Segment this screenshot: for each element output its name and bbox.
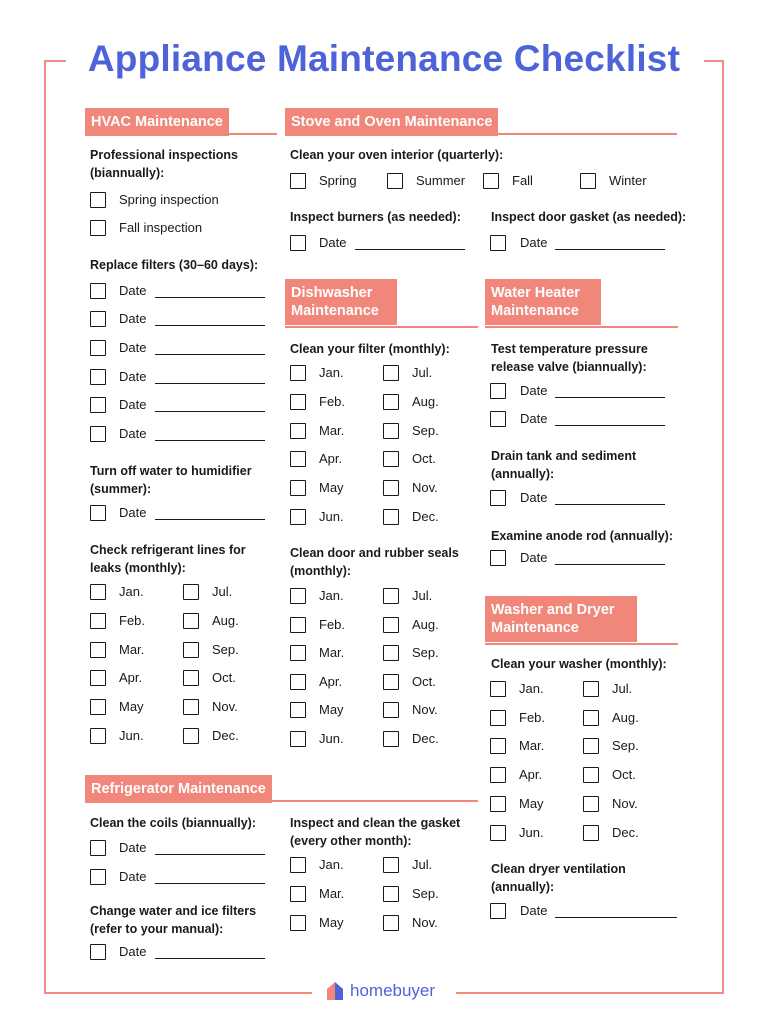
- stove-interior-label: Clean your oven interior (quarterly):: [290, 148, 504, 162]
- gasket-month-checkbox[interactable]: [383, 857, 399, 873]
- dryer-ventilation-label: Clean dryer ventilation (annually):: [491, 862, 626, 894]
- date-line: [155, 440, 265, 441]
- dw-seal-month-checkbox[interactable]: [383, 617, 399, 633]
- house-logo-icon: [326, 981, 344, 1001]
- dw-filter-month-checkbox[interactable]: [290, 451, 306, 467]
- washer-header-line1: Washer and Dryer: [491, 602, 615, 618]
- dw-filter-month-label: Feb.: [319, 393, 346, 409]
- date-line: [155, 325, 265, 326]
- dw-seal-month-label: Jun.: [319, 731, 344, 746]
- frame-bottom-left: [44, 992, 312, 994]
- hvac-month-checkbox[interactable]: [183, 642, 199, 658]
- washer-month-checkbox[interactable]: [583, 825, 599, 841]
- dw-filter-month-label: Oct.: [412, 451, 436, 467]
- dw-seal-month-label: Feb.: [319, 616, 346, 632]
- frame-right: [722, 60, 724, 994]
- fridge-header-label: Refrigerator Maintenance: [85, 775, 272, 803]
- header-underline: [85, 133, 277, 135]
- hvac-month-checkbox[interactable]: [90, 642, 106, 658]
- dw-filter-month-label: Jan.: [319, 365, 344, 380]
- date-checkbox[interactable]: [90, 311, 106, 327]
- dw-seal-month-label: Mar.: [319, 645, 345, 661]
- dw-filter-month-checkbox[interactable]: [383, 451, 399, 467]
- water-heater-header-line2: Maintenance: [491, 303, 579, 320]
- dw-seal-month-checkbox[interactable]: [290, 702, 306, 718]
- spring-inspection-checkbox[interactable]: [90, 192, 106, 208]
- header-underline: [85, 800, 478, 802]
- date-line: [155, 411, 265, 412]
- dw-filter-month-label: Dec.: [412, 509, 439, 524]
- hvac-month-label: Oct.: [212, 670, 236, 686]
- hvac-month-label: May: [119, 699, 144, 715]
- gasket-month-label: Jul.: [412, 857, 433, 872]
- washer-header-line2: Maintenance: [491, 620, 579, 637]
- gasket-month-checkbox[interactable]: [290, 857, 306, 873]
- fall-inspection-checkbox[interactable]: [90, 220, 106, 236]
- water-heater-drain-label: Drain tank and sediment (annually):: [491, 449, 637, 481]
- gasket-month-label: Mar.: [319, 885, 345, 901]
- date-checkbox[interactable]: [90, 283, 106, 299]
- coils-checkbox-1[interactable]: [90, 840, 106, 856]
- dw-filter-month-checkbox[interactable]: [290, 480, 306, 496]
- date-line: [155, 854, 265, 855]
- washer-clean-label: Clean your washer (monthly):: [491, 657, 667, 671]
- date-line: [555, 397, 665, 398]
- spring-inspection-label: Spring inspection: [119, 192, 219, 207]
- date-label: Date: [520, 490, 548, 505]
- drain-checkbox[interactable]: [490, 490, 506, 506]
- date-label: Date: [119, 840, 147, 855]
- washer-month-label: Jan.: [519, 681, 544, 696]
- date-label: Date: [119, 944, 147, 959]
- hvac-month-label: Aug.: [212, 612, 239, 628]
- dw-seal-month-checkbox[interactable]: [383, 702, 399, 718]
- date-line: [555, 249, 665, 250]
- header-underline: [285, 133, 677, 135]
- header-underline: [285, 326, 478, 328]
- hvac-refrigerant-label: Check refrigerant lines for leaks (monthly):: [90, 543, 246, 575]
- dw-seal-month-checkbox[interactable]: [383, 731, 399, 747]
- season-checkbox[interactable]: [290, 173, 306, 189]
- washer-month-checkbox[interactable]: [583, 767, 599, 783]
- season-checkbox[interactable]: [387, 173, 403, 189]
- dw-filter-month-checkbox[interactable]: [290, 365, 306, 381]
- season-checkbox[interactable]: [483, 173, 499, 189]
- frame-left: [44, 60, 46, 994]
- dw-seal-month-label: Nov.: [412, 702, 438, 718]
- date-line: [555, 425, 665, 426]
- dishwasher-header-line1: Dishwasher: [291, 285, 373, 301]
- dishwasher-seals-label: Clean door and rubber seals (monthly):: [290, 546, 459, 578]
- hvac-month-checkbox[interactable]: [183, 670, 199, 686]
- stove-gasket-label: Inspect door gasket (as needed):: [491, 210, 687, 224]
- dw-filter-month-label: May: [319, 480, 344, 496]
- water-heater-section-header: [485, 279, 601, 325]
- dw-filter-month-checkbox[interactable]: [383, 365, 399, 381]
- fridge-filters-checkbox[interactable]: [90, 944, 106, 960]
- fridge-section-header: [85, 775, 272, 803]
- dw-seal-month-checkbox[interactable]: [290, 731, 306, 747]
- gasket-month-label: Sep.: [412, 885, 439, 901]
- brand-name: homebuyer: [350, 981, 436, 1000]
- date-checkbox[interactable]: [90, 340, 106, 356]
- dw-filter-month-label: Aug.: [412, 393, 439, 409]
- dw-seal-month-checkbox[interactable]: [383, 645, 399, 661]
- water-heater-valve-label: Test temperature pressure release valve (biannually):: [491, 342, 648, 374]
- date-label: Date: [520, 550, 548, 565]
- frame-bottom-right: [456, 992, 724, 994]
- date-line: [155, 354, 265, 355]
- dw-seal-month-checkbox[interactable]: [290, 645, 306, 661]
- washer-month-label: Aug.: [612, 709, 639, 725]
- dw-seal-month-checkbox[interactable]: [290, 617, 306, 633]
- dw-filter-month-checkbox[interactable]: [290, 394, 306, 410]
- water-heater-header-label: [485, 279, 601, 325]
- dw-seal-month-label: Oct.: [412, 673, 436, 689]
- header-underline: [485, 643, 678, 645]
- washer-month-checkbox[interactable]: [490, 738, 506, 754]
- hvac-month-label: Apr.: [119, 670, 143, 686]
- hvac-month-checkbox[interactable]: [183, 613, 199, 629]
- footer-brand: [326, 978, 435, 1004]
- gasket-month-label: May: [319, 914, 344, 930]
- door-gasket-checkbox[interactable]: [490, 235, 506, 251]
- hvac-month-checkbox[interactable]: [90, 613, 106, 629]
- dryer-checkbox[interactable]: [490, 903, 506, 919]
- dw-filter-month-checkbox[interactable]: [383, 509, 399, 525]
- dw-filter-month-checkbox[interactable]: [383, 394, 399, 410]
- dishwasher-filter-label: Clean your filter (monthly):: [290, 342, 450, 356]
- hvac-month-checkbox[interactable]: [90, 670, 106, 686]
- stove-header-label: Stove and Oven Maintenance: [285, 108, 498, 136]
- date-checkbox[interactable]: [90, 369, 106, 385]
- date-line: [155, 297, 265, 298]
- gasket-month-checkbox[interactable]: [383, 886, 399, 902]
- washer-month-checkbox[interactable]: [583, 796, 599, 812]
- gasket-month-checkbox[interactable]: [290, 886, 306, 902]
- gasket-month-label: Jan.: [319, 857, 344, 872]
- dw-seal-month-label: Jul.: [412, 588, 433, 603]
- dw-filter-month-label: Jun.: [319, 509, 344, 524]
- dishwasher-section-header: [285, 279, 397, 325]
- washer-month-checkbox[interactable]: [583, 681, 599, 697]
- washer-month-checkbox[interactable]: [490, 767, 506, 783]
- washer-header-label: [485, 596, 637, 642]
- humidifier-checkbox[interactable]: [90, 505, 106, 521]
- washer-month-label: Mar.: [519, 738, 545, 754]
- hvac-month-checkbox[interactable]: [90, 728, 106, 744]
- hvac-header-label: HVAC Maintenance: [85, 108, 229, 136]
- washer-month-label: Jun.: [519, 824, 544, 840]
- hvac-month-checkbox[interactable]: [90, 584, 106, 600]
- date-line: [355, 249, 465, 250]
- hvac-month-label: Jan.: [119, 584, 144, 599]
- hvac-month-label: Dec.: [212, 728, 239, 743]
- hvac-month-label: Mar.: [119, 641, 145, 657]
- date-line: [155, 383, 265, 384]
- washer-month-label: May: [519, 795, 544, 811]
- gasket-month-label: Nov.: [412, 914, 438, 930]
- date-line: [555, 564, 665, 565]
- hvac-month-label: Jun.: [119, 728, 144, 743]
- hvac-humidifier-label: Turn off water to humidifier (summer):: [90, 464, 252, 496]
- dw-seal-month-checkbox[interactable]: [290, 674, 306, 690]
- date-line: [555, 917, 677, 918]
- season-label: Spring: [319, 173, 357, 188]
- fridge-coils-label: Clean the coils (biannually):: [90, 816, 256, 830]
- header-underline: [485, 326, 678, 328]
- washer-month-label: Oct.: [612, 767, 636, 783]
- hvac-month-label: Nov.: [212, 699, 238, 715]
- water-heater-anode-label: Examine anode rod (annually):: [491, 529, 673, 543]
- dw-seal-month-checkbox[interactable]: [383, 674, 399, 690]
- dw-filter-month-checkbox[interactable]: [290, 509, 306, 525]
- hvac-month-checkbox[interactable]: [183, 584, 199, 600]
- fall-inspection-label: Fall inspection: [119, 220, 203, 235]
- date-label: Date: [119, 397, 147, 412]
- dw-filter-month-label: Nov.: [412, 480, 438, 496]
- date-label: Date: [520, 903, 548, 918]
- fridge-gasket-label: Inspect and clean the gasket (every other month):: [290, 816, 461, 848]
- date-label: Date: [520, 235, 548, 250]
- season-checkbox[interactable]: [580, 173, 596, 189]
- dw-filter-month-label: Sep.: [412, 422, 439, 438]
- date-label: Date: [520, 411, 548, 426]
- date-label: Date: [319, 235, 347, 250]
- washer-month-checkbox[interactable]: [490, 710, 506, 726]
- dw-filter-month-checkbox[interactable]: [383, 423, 399, 439]
- hvac-filters-label: Replace filters (30–60 days):: [90, 258, 259, 272]
- dw-filter-month-checkbox[interactable]: [290, 423, 306, 439]
- dishwasher-header-label: [285, 279, 397, 325]
- date-label: Date: [119, 369, 147, 384]
- date-label: Date: [119, 340, 147, 355]
- washer-section-header: [485, 596, 637, 642]
- dw-seal-month-label: Aug.: [412, 616, 439, 632]
- dw-seal-month-checkbox[interactable]: [290, 588, 306, 604]
- hvac-month-label: Feb.: [119, 612, 146, 628]
- dw-filter-month-checkbox[interactable]: [383, 480, 399, 496]
- hvac-month-checkbox[interactable]: [183, 699, 199, 715]
- season-label: Winter: [609, 173, 647, 188]
- date-label: Date: [119, 311, 147, 326]
- date-label: Date: [520, 383, 548, 398]
- water-heater-header-line1: Water Heater: [491, 285, 580, 301]
- dw-seal-month-label: Jan.: [319, 588, 344, 603]
- season-label: Fall: [512, 173, 533, 188]
- stove-burners-label: Inspect burners (as needed):: [290, 210, 461, 224]
- stove-section-header: [285, 108, 498, 136]
- dw-seal-month-label: Dec.: [412, 731, 439, 746]
- washer-month-checkbox[interactable]: [490, 796, 506, 812]
- date-label: Date: [119, 426, 147, 441]
- hvac-month-checkbox[interactable]: [183, 728, 199, 744]
- hvac-inspections-label: Professional inspections (biannually):: [90, 148, 238, 180]
- washer-month-label: Sep.: [612, 738, 639, 754]
- dw-filter-month-label: Mar.: [319, 422, 345, 438]
- date-line: [155, 958, 265, 959]
- washer-month-label: Apr.: [519, 767, 543, 783]
- washer-month-checkbox[interactable]: [583, 738, 599, 754]
- dw-filter-month-label: Apr.: [319, 451, 343, 467]
- washer-month-checkbox[interactable]: [583, 710, 599, 726]
- dw-seal-month-label: Apr.: [319, 673, 343, 689]
- washer-month-label: Feb.: [519, 709, 546, 725]
- date-line: [155, 519, 265, 520]
- dw-filter-month-label: Jul.: [412, 365, 433, 380]
- hvac-month-label: Sep.: [212, 641, 239, 657]
- page-title: Appliance Maintenance Checklist: [87, 38, 681, 79]
- date-line: [155, 883, 265, 884]
- washer-month-label: Dec.: [612, 824, 639, 840]
- dishwasher-header-line2: Maintenance: [291, 303, 379, 320]
- date-line: [555, 504, 665, 505]
- washer-month-label: Nov.: [612, 795, 638, 811]
- hvac-month-label: Jul.: [212, 584, 233, 599]
- valve-checkbox-2[interactable]: [490, 411, 506, 427]
- gasket-month-checkbox[interactable]: [383, 915, 399, 931]
- date-checkbox[interactable]: [90, 397, 106, 413]
- fridge-filters-label: Change water and ice filters (refer to your manual):: [90, 904, 257, 936]
- dw-seal-month-checkbox[interactable]: [383, 588, 399, 604]
- valve-checkbox-1[interactable]: [490, 383, 506, 399]
- washer-month-label: Jul.: [612, 681, 633, 696]
- washer-month-checkbox[interactable]: [490, 825, 506, 841]
- date-checkbox[interactable]: [90, 426, 106, 442]
- date-label: Date: [119, 283, 147, 298]
- hvac-month-checkbox[interactable]: [90, 699, 106, 715]
- washer-month-checkbox[interactable]: [490, 681, 506, 697]
- burners-checkbox[interactable]: [290, 235, 306, 251]
- gasket-month-checkbox[interactable]: [290, 915, 306, 931]
- dw-seal-month-label: May: [319, 702, 344, 718]
- season-label: Summer: [416, 173, 466, 188]
- coils-checkbox-2[interactable]: [90, 869, 106, 885]
- date-label: Date: [119, 869, 147, 884]
- anode-checkbox[interactable]: [490, 550, 506, 566]
- date-label: Date: [119, 505, 147, 520]
- dw-seal-month-label: Sep.: [412, 645, 439, 661]
- hvac-section-header: [85, 108, 229, 136]
